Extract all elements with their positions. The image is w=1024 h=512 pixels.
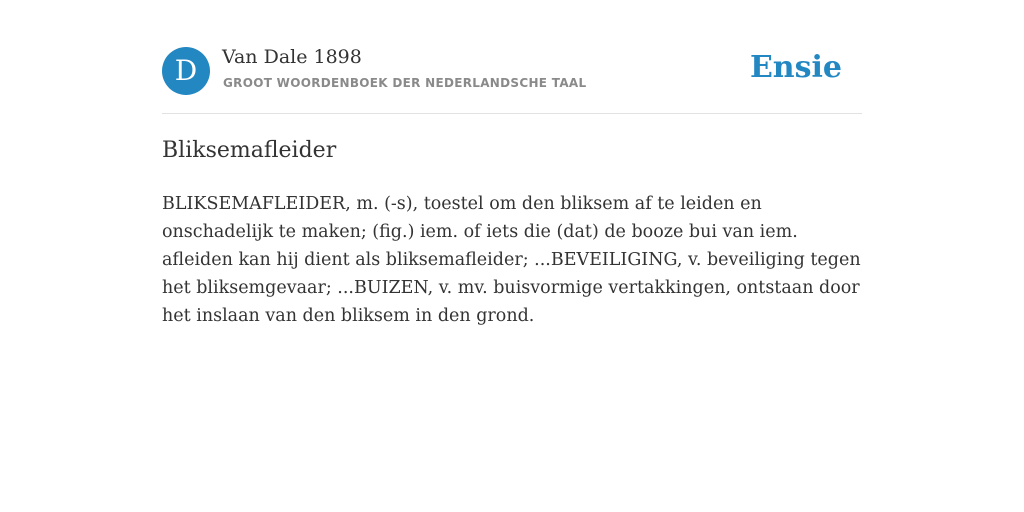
brand-logo[interactable]: Ensie: [749, 50, 842, 85]
header: [162, 46, 862, 96]
divider: [162, 113, 862, 114]
dictionary-logo[interactable]: D: [162, 47, 210, 95]
dictionary-subtitle: GROOT WOORDENBOEK DER NEDERLANDSCHE TAAL: [223, 76, 587, 90]
entry-headword: Bliksemafleider: [162, 138, 337, 163]
dictionary-title[interactable]: Van Dale 1898: [222, 46, 362, 68]
entry-definition: BLIKSEMAFLEIDER, m. (-s), toestel om den bliksem af te leiden en onschadelijk te maken; (fig.) iem. of iets die (dat) de booze bui van iem. afleiden kan hij dient als bliksemafleider; ...BEVEILIGING, v. beveiliging tegen het bliksemgevaar; ...BUIZEN, v. mv. buisvormige vertakkingen, ontstaan door het inslaan van den bliksem in den grond.: [162, 194, 861, 326]
